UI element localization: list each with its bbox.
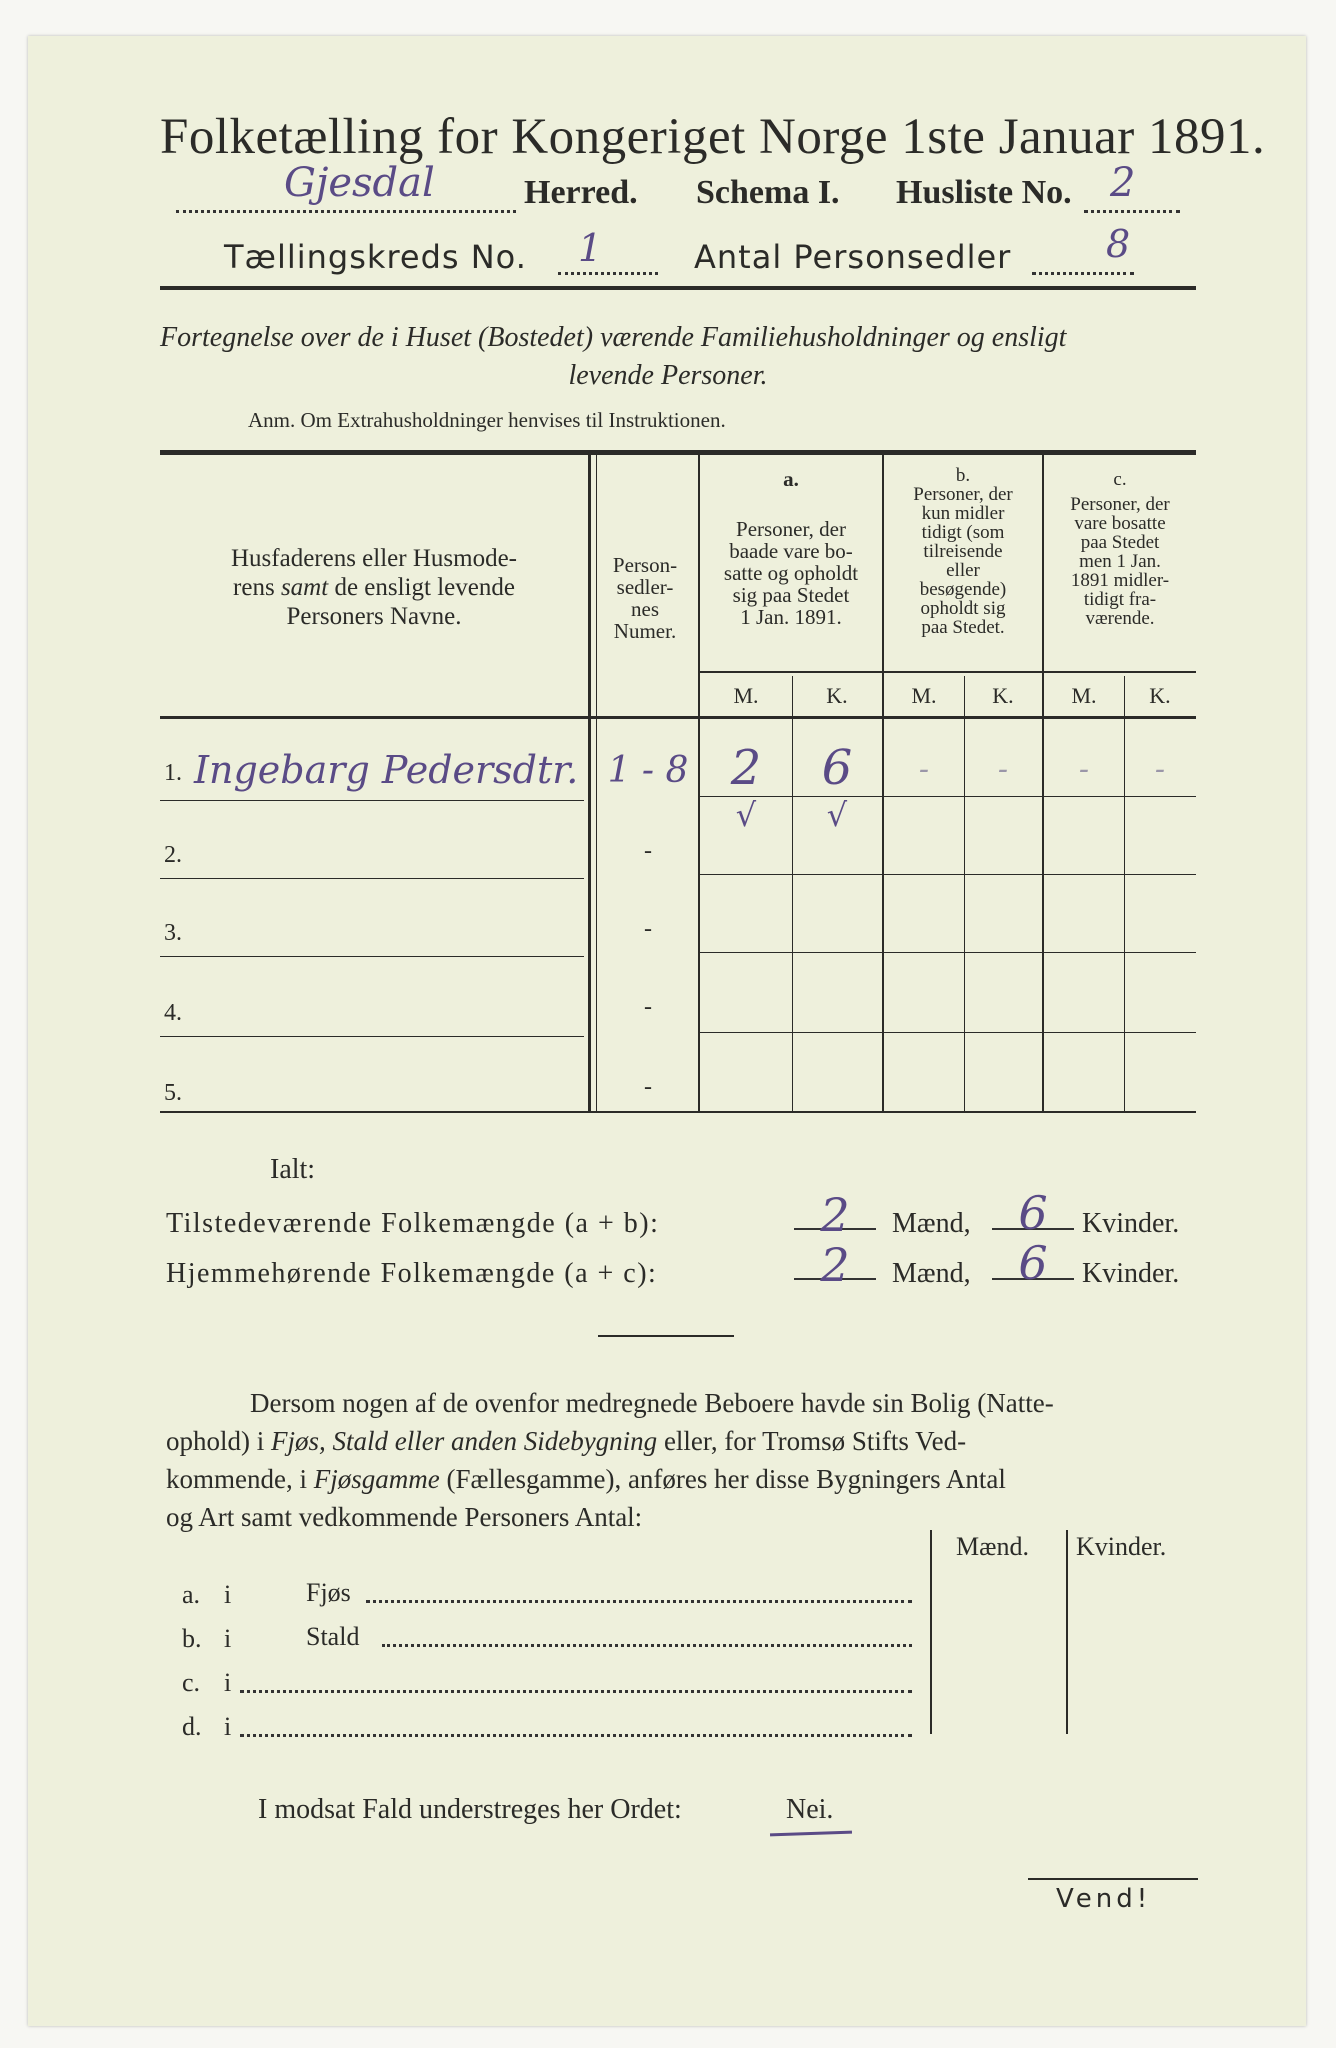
col-rule	[588, 454, 591, 1112]
husliste-label: Husliste No.	[896, 174, 1072, 211]
mk-rule	[698, 671, 1196, 673]
row-b-m: -	[918, 752, 930, 787]
table-head-rule	[160, 716, 1196, 719]
bygning-b-i: i	[224, 1624, 232, 1653]
page-title: Folketælling for Kongeriget Norge 1ste Januar 1891.	[160, 109, 1266, 165]
bygning-a-dots	[366, 1600, 912, 1603]
row-person-numbers: -	[644, 916, 652, 942]
row-name: Ingebarg Pedersdtr.	[194, 748, 579, 792]
sub-a-m: M.	[733, 683, 759, 708]
col-header-names-l3: Personers Navne.	[286, 603, 462, 630]
col-header-number	[592, 554, 698, 642]
col-rule	[1124, 676, 1125, 1112]
kreds-label: Tællingskreds No.	[224, 238, 527, 276]
col-b-l5: eller	[946, 560, 980, 581]
col-c-l1: Personer, der	[1070, 494, 1170, 515]
row-number: 4.	[164, 1000, 182, 1026]
row-rule	[160, 1036, 584, 1037]
sub-a-k: K.	[826, 683, 848, 708]
antal-value: 8	[1106, 222, 1131, 266]
row-number: 1.	[164, 760, 182, 786]
col-header-names-l2b: samt	[280, 574, 329, 601]
dersom-l3b: Fjøsgamme	[313, 1464, 440, 1494]
kreds-field	[558, 226, 658, 275]
col-a-letter: a.	[783, 467, 799, 491]
dersom-l2c: eller, for Tromsø Stifts Ved-	[657, 1426, 967, 1456]
col-a-l4: sig paa Stedet	[732, 583, 850, 607]
bygning-d-i: i	[224, 1712, 232, 1741]
col-b-l2: kun midler	[921, 503, 1005, 524]
col-b-l4: tilreisende	[923, 541, 1003, 562]
bygning-c-dots	[240, 1690, 912, 1693]
check-mark-m: √	[735, 796, 757, 834]
bygning-b-letter: b.	[182, 1624, 202, 1653]
totals-line1-k: 6	[1018, 1186, 1048, 1240]
row-person-numbers: -	[644, 994, 652, 1020]
col-a-l1: Personer, der	[736, 517, 846, 541]
bygning-b-label: Stald	[306, 1622, 360, 1651]
col-c-l5: 1891 midler-	[1070, 570, 1170, 591]
row-a-k: 6	[821, 740, 853, 796]
herred-label: Herred.	[524, 174, 638, 211]
row-number: 3.	[164, 920, 182, 946]
row-person-numbers: -	[644, 1074, 652, 1100]
row-c-m: -	[1078, 752, 1090, 787]
dersom-l3a: kommende, i	[166, 1464, 314, 1494]
vend-rule	[1028, 1878, 1198, 1880]
bygning-col-kvinder: Kvinder.	[1076, 1532, 1167, 1561]
antal-label: Antal Personsedler	[694, 238, 1012, 276]
row-number: 2.	[164, 842, 182, 868]
col-header-names-l2c: de ensligt levende	[328, 574, 515, 601]
herred-value: Gjesdal	[284, 160, 435, 206]
bygning-d-letter: d.	[182, 1712, 202, 1741]
totals-line2-k: 6	[1018, 1236, 1048, 1290]
row-b-k: -	[997, 752, 1009, 787]
dersom-l1: Dersom nogen af de ovenfor medregnede Beboere havde sin Bolig (Natte-	[250, 1388, 1054, 1418]
col-b-letter: b.	[955, 465, 971, 486]
schema-label: Schema I.	[696, 174, 840, 211]
col-c-l4: men 1 Jan.	[1079, 551, 1161, 572]
bygning-a-letter: a.	[182, 1580, 201, 1609]
col-rule	[964, 676, 965, 1112]
col-c-letter: c.	[1113, 469, 1127, 490]
col-header-names	[160, 544, 588, 631]
header-rule	[160, 286, 1196, 290]
col-c-l3: paa Stedet	[1080, 532, 1160, 553]
intro-line1: Fortegnelse over de i Huset (Bostedet) værende Familiehusholdninger og ensligt	[160, 322, 1067, 353]
husliste-value: 2	[1110, 160, 1136, 206]
row-rule	[160, 878, 584, 879]
col-num-l4: Numer.	[613, 619, 677, 643]
dersom-paragraph	[166, 1384, 1200, 1536]
col-b-l7: opholdt sig	[920, 598, 1006, 619]
row-number: 5.	[164, 1080, 182, 1106]
col-rule	[596, 454, 597, 1112]
col-b-l8: paa Stedet.	[921, 617, 1005, 638]
totals-line1-maend: Mænd,	[892, 1208, 971, 1239]
bygning-c-letter: c.	[182, 1668, 201, 1697]
totals-line1-kvinder: Kvinder.	[1082, 1208, 1180, 1239]
col-num-l3: nes	[631, 597, 659, 621]
dersom-l2a: ophold) i	[166, 1426, 271, 1456]
totals-line2-maend: Mænd,	[892, 1258, 971, 1289]
row-rule	[160, 956, 584, 957]
sub-b-m: M.	[911, 683, 937, 708]
intro-line2: levende Personer.	[568, 360, 768, 391]
anm-note: Anm. Om Extrahusholdninger henvises til Instruktionen.	[248, 408, 726, 432]
sub-c-m: M.	[1071, 683, 1097, 708]
col-a-l2: baade vare bo-	[729, 539, 853, 563]
bygning-a-label: Fjøs	[306, 1578, 351, 1607]
col-a-l3: satte og opholdt	[723, 561, 859, 585]
herred-field	[176, 160, 516, 222]
totals-line2-kvinder: Kvinder.	[1082, 1258, 1180, 1289]
row-rule	[700, 874, 1196, 875]
totals-line1-label: Tilstedeværende Folkemængde (a + b):	[166, 1208, 660, 1239]
row-rule	[700, 952, 1196, 953]
col-header-a	[700, 468, 882, 628]
row-rule	[160, 800, 584, 801]
bygning-c-i: i	[224, 1668, 232, 1697]
bygning-d-dots	[240, 1734, 912, 1737]
col-b-l6: besøgende)	[919, 579, 1007, 600]
dersom-l2	[166, 1422, 1200, 1460]
bygning-col-maend: Mænd.	[956, 1532, 1029, 1561]
row-c-k: -	[1154, 752, 1166, 787]
vend-text: Vend!	[1056, 1884, 1152, 1914]
ialt-label: Ialt:	[270, 1154, 316, 1185]
modsat-text: I modsat Fald understreges her Ordet:	[258, 1794, 682, 1825]
col-header-b	[884, 466, 1042, 637]
table-top-rule	[160, 450, 1196, 455]
col-b-l1: Personer, der	[913, 484, 1013, 505]
sub-c-k: K.	[1149, 683, 1171, 708]
col-header-names-l2	[160, 573, 588, 602]
bygning-col-rule	[1066, 1530, 1068, 1734]
dersom-l2b: Fjøs, Stald eller anden Sidebygning	[271, 1426, 658, 1456]
col-c-l7: værende.	[1085, 608, 1155, 629]
husliste-field	[1084, 160, 1180, 213]
col-num-l1: Person-	[612, 553, 678, 577]
totals-line2-m: 2	[820, 1238, 850, 1292]
dersom-l3c: (Fællesgamme), anføres her disse Bygningers Antal	[439, 1464, 1006, 1494]
col-num-l2: sedler-	[616, 575, 674, 599]
section-divider	[598, 1335, 734, 1337]
col-c-l2: vare bosatte	[1074, 513, 1166, 534]
row-person-numbers: -	[644, 838, 652, 864]
totals-line1-m: 2	[820, 1188, 850, 1242]
row-a-m: 2	[730, 740, 762, 796]
dersom-l4: og Art samt vedkommende Personers Antal:	[166, 1502, 643, 1532]
row-person-numbers: 1 - 8	[607, 750, 689, 791]
bygning-a-i: i	[224, 1580, 232, 1609]
totals-line2-label: Hjemmehørende Folkemængde (a + c):	[166, 1258, 658, 1289]
dersom-l3	[166, 1460, 1200, 1498]
col-header-names-l1: Husfaderens eller Husmode-	[230, 545, 517, 572]
col-a-l5: 1 Jan. 1891.	[740, 605, 842, 629]
col-header-c	[1044, 470, 1196, 628]
nei-word: Nei.	[786, 1794, 834, 1825]
table-bottom-rule	[160, 1111, 1196, 1113]
sub-b-k: K.	[992, 683, 1014, 708]
kreds-value: 1	[578, 226, 603, 270]
row-rule	[700, 1032, 1196, 1033]
antal-field	[1032, 222, 1134, 275]
col-header-names-l2a: rens	[233, 574, 281, 601]
bygning-b-dots	[382, 1644, 912, 1647]
col-c-l6: tidigt fra-	[1083, 589, 1157, 610]
bygning-col-rule	[930, 1530, 932, 1734]
col-b-l3: tidigt (som	[921, 522, 1005, 543]
check-mark-k: √	[826, 796, 848, 834]
